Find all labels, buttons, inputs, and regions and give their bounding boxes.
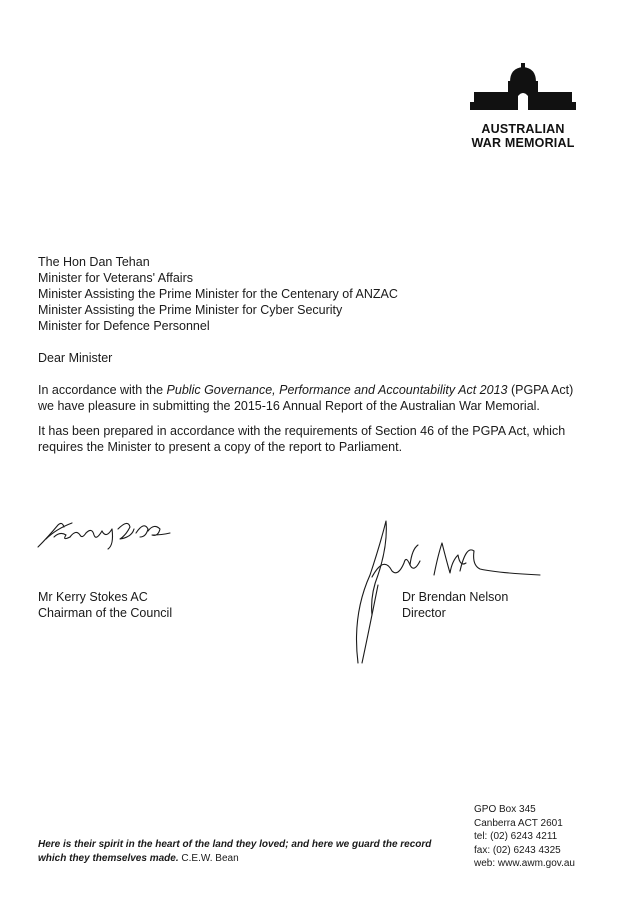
signatory-right: [402, 589, 508, 621]
logo-wordmark: [468, 122, 578, 150]
contact-line: Canberra ACT 2601: [474, 817, 563, 829]
paragraph-2: It has been prepared in accordance with the requirements of Section 46 of the PGPA Act, which requires the Minister to present a copy of the report to Parliament.: [38, 424, 566, 454]
paragraph-1: [38, 382, 578, 414]
addressee-block: [38, 254, 398, 334]
paragraph-1-before: In accordance with the: [38, 383, 167, 397]
salutation: Dear Minister: [38, 351, 113, 365]
contact-line: fax: (02) 6243 4325: [474, 844, 561, 856]
contact-line: GPO Box 345: [474, 804, 536, 815]
quote-text: Here is their spirit in the heart of the land they loved; and here we guard the record which they themselves made.: [38, 839, 432, 864]
signatory-name: Dr Brendan Nelson: [402, 590, 509, 604]
addressee-line: Minister for Defence Personnel: [38, 319, 210, 333]
contact-line: tel: (02) 6243 4211: [474, 831, 558, 842]
logo-line-1: AUSTRALIAN: [481, 122, 565, 136]
logo-line-2: WAR MEMORIAL: [471, 136, 575, 150]
signatory-title: Director: [402, 606, 446, 620]
signature-kerry-stokes: [36, 515, 176, 555]
addressee-line: Minister for Veterans' Affairs: [38, 271, 193, 285]
signatory-name: Mr Kerry Stokes AC: [38, 590, 148, 604]
act-title: Public Governance, Performance and Accountability Act 2013: [166, 383, 508, 397]
addressee-line: Minister Assisting the Prime Minister for Cyber Security: [38, 303, 343, 317]
footer-quote: [38, 838, 438, 866]
addressee-line: The Hon Dan Tehan: [38, 255, 150, 269]
signatory-title: Chairman of the Council: [38, 606, 173, 620]
addressee-line: Minister Assisting the Prime Minister for the Centenary of ANZAC: [38, 287, 398, 301]
paragraph-1-after: (PGPA Act) we have pleasure in submitting the 2015-16 Annual Report of the Australian War Memorial.: [38, 383, 574, 413]
awm-logo: [468, 62, 578, 152]
memorial-building-icon: [470, 62, 576, 120]
contact-line: web: www.awm.gov.au: [474, 858, 575, 869]
signatory-left: [38, 589, 172, 621]
contact-details: [474, 803, 575, 871]
quote-attribution: C.E.W. Bean: [181, 853, 239, 864]
